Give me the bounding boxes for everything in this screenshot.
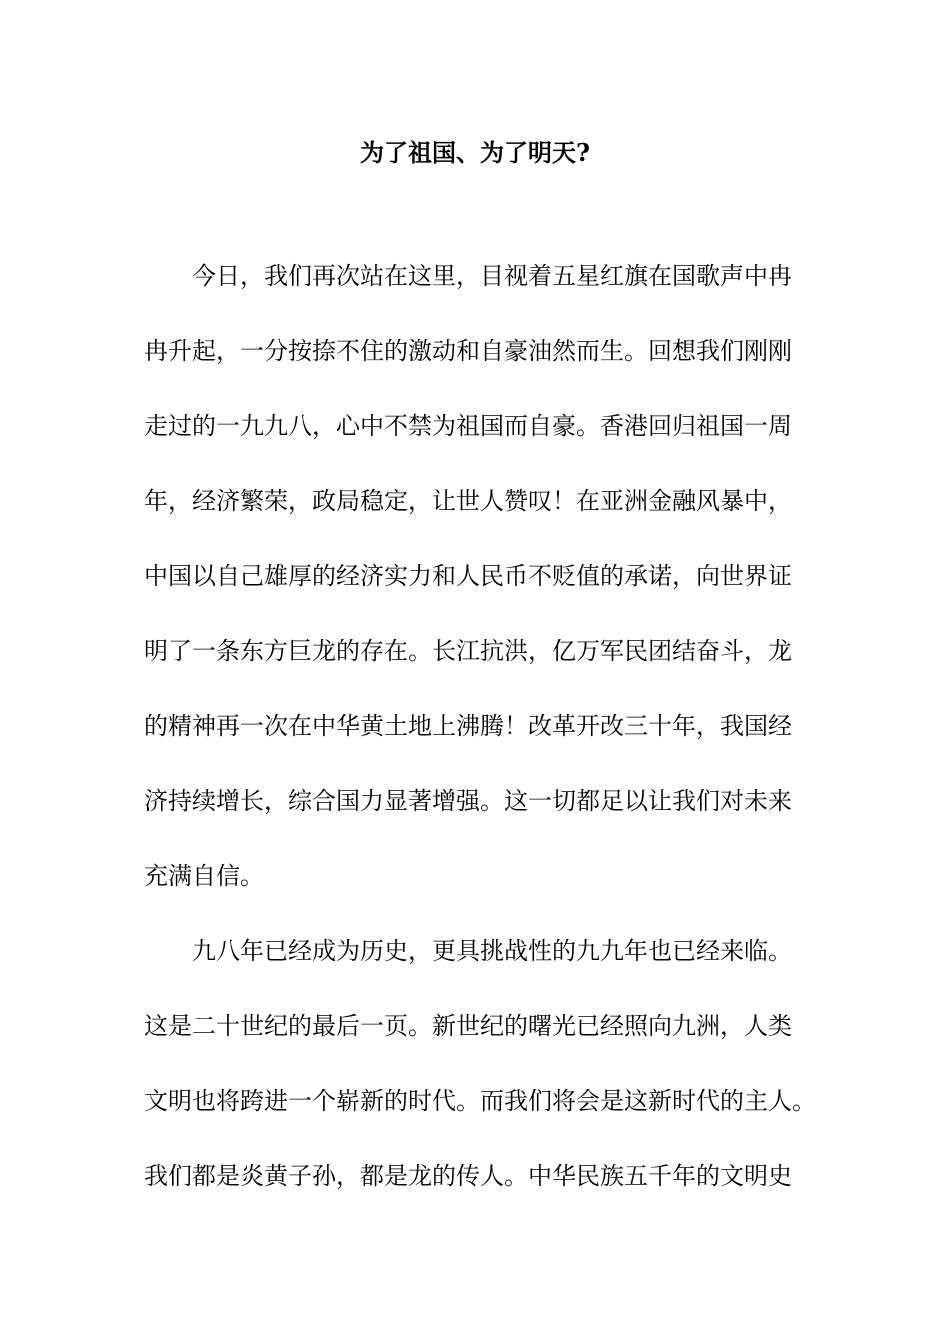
text-line: 文明也将跨进一个崭新的时代。而我们将会是这新时代的主人。 [144,1087,816,1115]
text-line: 中国以自己雄厚的经济实力和人民币不贬值的承诺，向世界证 [144,562,792,590]
text-line: 九八年已经成为历史，更具挑战性的九九年也已经来临。 [192,937,792,965]
text-line: 明了一条东方巨龙的存在。长江抗洪，亿万军民团结奋斗，龙 [144,637,792,665]
text-line: 充满自信。 [144,862,264,890]
text-line: 走过的一九九八，心中不禁为祖国而自豪。香港回归祖国一周 [144,412,792,440]
text-line: 今日，我们再次站在这里，目视着五星红旗在国歌声中冉 [192,262,792,290]
text-line: 的精神再一次在中华黄土地上沸腾！改革开改三十年，我国经 [144,712,792,740]
text-line: 我们都是炎黄子孙，都是龙的传人。中华民族五千年的文明史 [144,1162,792,1190]
document-title: 为了祖国、为了明天? [359,138,591,167]
text-line: 这是二十世纪的最后一页。新世纪的曙光已经照向九洲，人类 [144,1012,792,1040]
text-line: 济持续增长，综合国力显著增强。这一切都足以让我们对未来 [144,787,792,815]
text-line: 年，经济繁荣，政局稳定，让世人赞叹！在亚洲金融风暴中， [144,487,792,515]
text-line: 冉升起，一分按捺不住的激动和自豪油然而生。回想我们刚刚 [144,337,792,365]
